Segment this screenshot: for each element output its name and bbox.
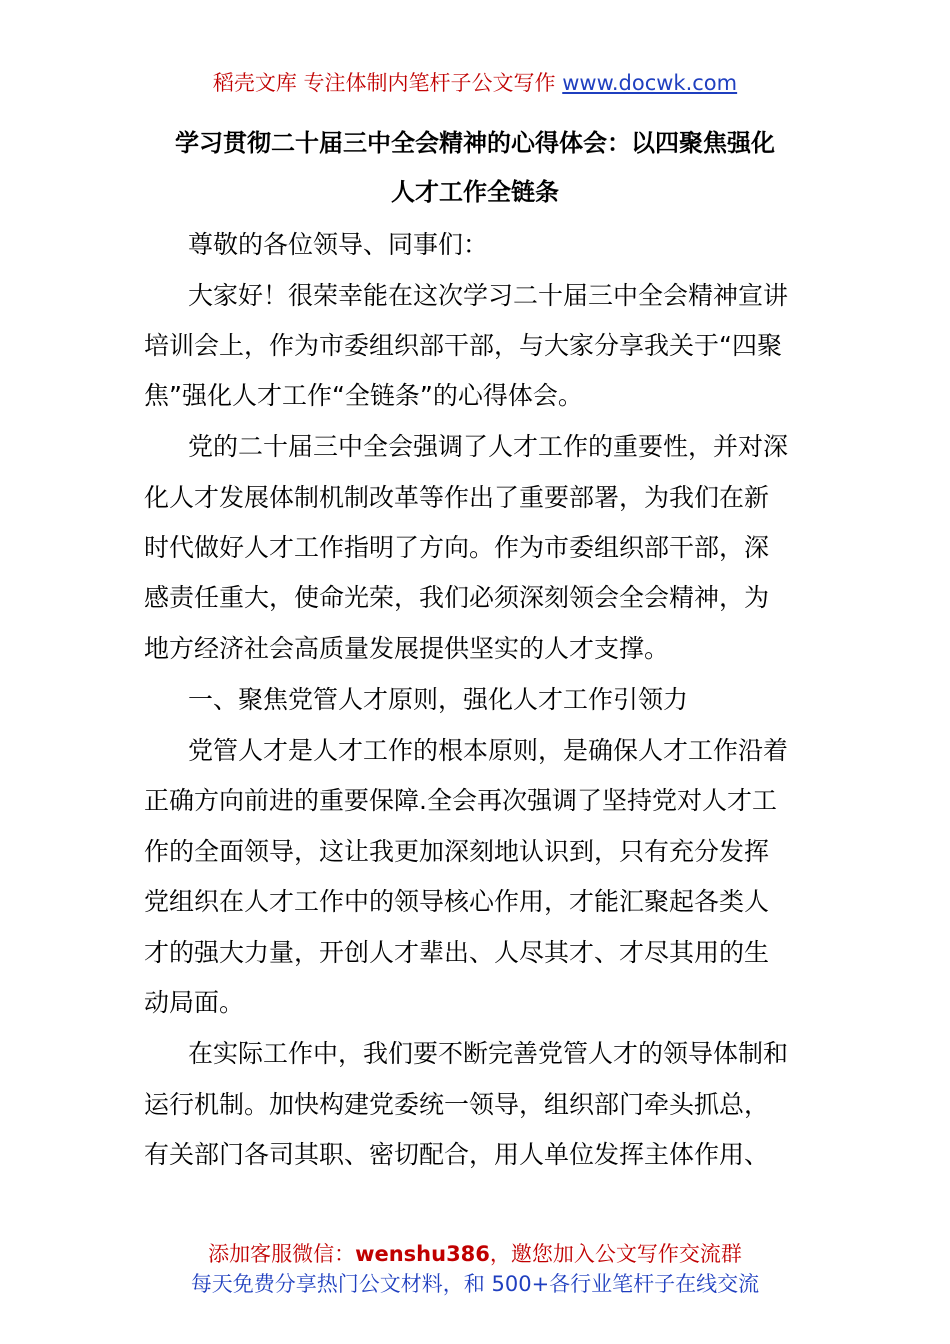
body-line: 党管人才是人才工作的根本原则，是确保人才工作沿着	[188, 736, 789, 765]
body-line: 运行机制。加快构建党委统一领导，组织部门牵头抓总，	[144, 1090, 770, 1119]
body-line: 正确方向前进的重要保障.全会再次强调了坚持党对人才工	[144, 786, 777, 815]
body-line: 动局面。	[144, 988, 245, 1017]
body-line: 感责任重大，使命光荣，我们必须深刻领会全会精神，为	[144, 583, 770, 612]
body-line: 培训会上，作为市委组织部干部，与大家分享我关于“四聚	[144, 331, 782, 360]
body-line: 党组织在人才工作中的领导核心作用，才能汇聚起各类人	[144, 887, 770, 916]
footer-promo-line: 每天免费分享热门公文材料，和 500+各行业笔杆子在线交流	[190, 1272, 760, 1296]
body-line: 有关部门各司其职、密切配合，用人单位发挥主体作用、	[144, 1140, 770, 1169]
body-line: 时代做好人才工作指明了方向。作为市委组织部干部，深	[144, 533, 770, 562]
watermark-header	[0, 68, 950, 98]
body-line: 地方经济社会高质量发展提供坚实的人才支撑。	[144, 634, 670, 663]
body-line: 作的全面领导，这让我更加深刻地认识到，只有充分发挥	[144, 837, 770, 866]
body-line: 在实际工作中，我们要不断完善党管人才的领导体制和	[188, 1039, 789, 1068]
header-site-name: 稻壳文库 专注体制内笔杆子公文写作	[212, 71, 556, 95]
body-line: 化人才发展体制机制改革等作出了重要部署，为我们在新	[144, 483, 770, 512]
footer-wechat-prefix: 添加客服微信：	[208, 1242, 356, 1266]
header-url-link[interactable]: www.docwk.com	[562, 71, 738, 95]
footer-wechat-line	[0, 1240, 950, 1268]
body-line: 大家好！很荣幸能在这次学习二十届三中全会精神宣讲	[188, 281, 789, 310]
body-line: 党的二十届三中全会强调了人才工作的重要性，并对深	[188, 432, 789, 461]
section-heading: 一、聚焦党管人才原则，强化人才工作引领力	[188, 685, 689, 714]
body-line: 才的强大力量，开创人才辈出、人尽其才、才尽其用的生	[144, 938, 770, 967]
footer-wechat-suffix: ，邀您加入公文写作交流群	[489, 1242, 742, 1266]
document-title-line-2: 人才工作全链条	[391, 178, 559, 206]
document-title-line-1: 学习贯彻二十届三中全会精神的心得体会：以四聚焦强化	[175, 129, 775, 157]
body-line: 焦”强化人才工作“全链条”的心得体会。	[144, 381, 583, 410]
salutation: 尊敬的各位领导、同事们：	[188, 230, 489, 259]
footer-wechat-id: wenshu386	[355, 1242, 490, 1266]
